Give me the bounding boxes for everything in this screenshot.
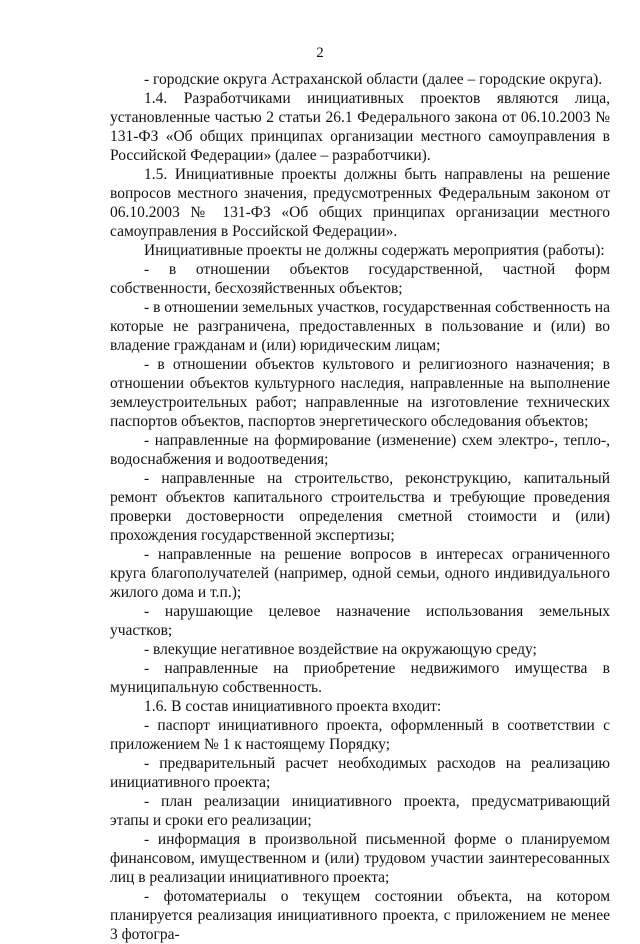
list-item-real-estate-acquisition: - направленные на приобретение недвижимого имущества в муниципальную собственность.: [110, 660, 610, 696]
list-item-religious-cultural-objects: - в отношении объектов культового и религиозного назначения; в отношении объектов культурного наследия, направленные на выполнение землеустроительных работ; направленные на изготовление технических паспортов объектов, паспортов энергетического обследования объектов;: [110, 356, 610, 430]
page-number: 2: [316, 45, 324, 61]
list-item-utility-schemes: - направленные на формирование (изменение) схем электро-, тепло-, водоснабжения и водоотведения;: [110, 432, 610, 468]
paragraph-prohibited-intro: Инициативные проекты не должны содержать мероприятия (работы):: [144, 242, 605, 259]
paragraph-1-4-developers: 1.4. Разработчиками инициативных проектов являются лица, установленные частью 2 статьи 26.1 Федерального закона от 06.10.2003 № 131-ФЗ «Об общих принципах организации местного самоуправления в Российской Федерации» (далее – разработчики).: [110, 90, 610, 164]
paragraph-1-6-composition: 1.6. В состав инициативного проекта входит:: [144, 698, 442, 715]
list-item-ownership-objects: - в отношении объектов государственной, частной форм собственности, бесхозяйственных объектов;: [110, 261, 610, 297]
list-item-capital-construction: - направленные на строительство, реконструкцию, капитальный ремонт объектов капитального строительства и требующие проведения проверки достоверности определения сметной стоимости и (или) прохождения государственной экспертизы;: [110, 470, 610, 544]
list-item-land-plots: - в отношении земельных участков, государственная собственность на которые не разграничена, предоставленных в пользование и (или) во владение гражданам и (или) юридическим лицам;: [110, 299, 610, 354]
list-item-participation-info: - информация в произвольной письменной форме о планируемом финансовом, имущественном и (или) трудовом участии заинтересованных лиц в реализации инициативного проекта;: [110, 831, 610, 886]
list-item-cost-estimate: - предварительный расчет необходимых расходов на реализацию инициативного проекта;: [110, 755, 610, 791]
list-item-environmental-impact: - влекущие негативное воздействие на окружающую среду;: [144, 641, 537, 658]
document-body: [110, 70, 610, 944]
paragraph-1-5-purpose: 1.5. Инициативные проекты должны быть направлены на решение вопросов местного значения, предусмотренных Федеральным законом от 06.10.2003 № 131-ФЗ «Об общих принципах организации местного самоуправления в Российской Федерации».: [110, 166, 610, 240]
list-item-project-passport: - паспорт инициативного проекта, оформленный в соответствии с приложением № 1 к настоящему Порядку;: [110, 717, 610, 753]
paragraph-municipal-districts: - городские округа Астраханской области (далее – городские округа).: [144, 71, 603, 88]
list-item-limited-beneficiaries: - направленные на решение вопросов в интересах ограниченного круга благополучателей (например, одной семьи, одного индивидуального жилого дома и т.п.);: [110, 546, 610, 601]
list-item-land-use-violation: - нарушающие целевое назначение использования земельных участков;: [110, 603, 610, 639]
list-item-photo-materials: - фотоматериалы о текущем состоянии объекта, на котором планируется реализация инициативного проекта, с приложением не менее 3 фотогра-: [110, 888, 610, 943]
list-item-implementation-plan: - план реализации инициативного проекта, предусматривающий этапы и сроки его реализации;: [110, 793, 610, 829]
